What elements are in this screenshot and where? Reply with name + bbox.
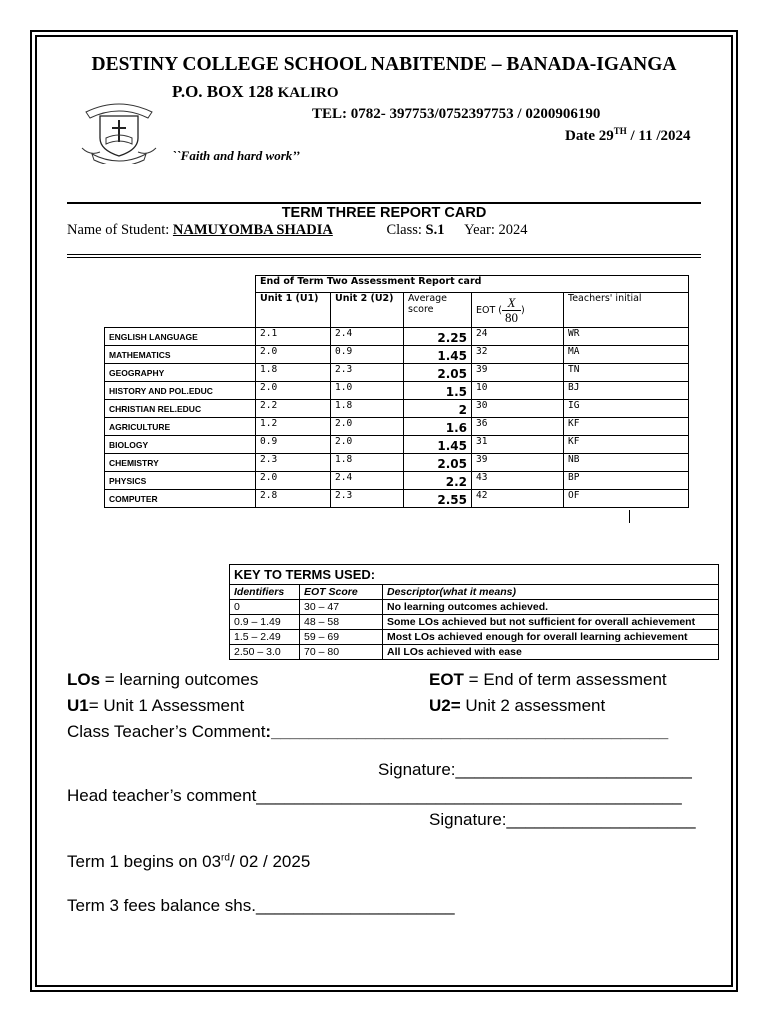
u1-cell: 2.2 xyxy=(256,400,331,418)
eot-score-cell: 30 – 47 xyxy=(300,600,383,615)
table-row xyxy=(105,382,689,400)
u2-cell: 2.0 xyxy=(331,418,404,436)
key-table xyxy=(229,564,719,660)
u1-cell: 2.0 xyxy=(256,382,331,400)
eot-cell: 10 xyxy=(472,382,564,400)
eot-cell: 39 xyxy=(472,454,564,472)
class-teacher-comment: Class Teacher’s Comment:__________________________________________ xyxy=(67,722,669,741)
student-info-line xyxy=(67,222,527,239)
eot-score-cell: 48 – 58 xyxy=(300,615,383,630)
year-label: Year: 2024 xyxy=(464,222,528,238)
u2-cell: 2.3 xyxy=(331,364,404,382)
blank-corner xyxy=(105,293,256,328)
table-row xyxy=(105,490,689,508)
eot-cell: 42 xyxy=(472,490,564,508)
initial-cell: TN xyxy=(564,364,689,382)
eot-cell: 31 xyxy=(472,436,564,454)
key-u2: U2= Unit 2 assessment xyxy=(429,696,606,715)
identifier-cell: 2.50 – 3.0 xyxy=(230,645,300,660)
subject-cell: PHYSICS xyxy=(105,472,256,490)
class-teacher-signature: Signature:_________________________ xyxy=(378,760,692,779)
table-row xyxy=(105,346,689,364)
eot-cell: 32 xyxy=(472,346,564,364)
subject-cell: MATHEMATICS xyxy=(105,346,256,364)
eot-prefix: EOT ( xyxy=(476,304,503,316)
average-cell: 2.05 xyxy=(404,454,472,472)
u1-cell: 0.9 xyxy=(256,436,331,454)
initial-cell: NB xyxy=(564,454,689,472)
initial-cell: KF xyxy=(564,436,689,454)
u1-cell: 1.8 xyxy=(256,364,331,382)
initial-cell: IG xyxy=(564,400,689,418)
descriptor-cell: No learning outcomes achieved. xyxy=(383,600,719,615)
po-box-number: P.O. BOX 128 xyxy=(172,82,274,101)
initial-cell: BP xyxy=(564,472,689,490)
school-name: DESTINY COLLEGE SCHOOL NABITENDE – BANADA-IGANGA xyxy=(91,54,677,75)
fees-balance: Term 3 fees balance shs._____________________ xyxy=(67,896,455,915)
table-row xyxy=(105,418,689,436)
subject-cell: ENGLISH LANGUAGE xyxy=(105,328,256,346)
u1-cell: 1.2 xyxy=(256,418,331,436)
initial-cell: BJ xyxy=(564,382,689,400)
identifier-cell: 0 xyxy=(230,600,300,615)
average-cell: 2.2 xyxy=(404,472,472,490)
average-cell: 1.6 xyxy=(404,418,472,436)
key-los: LOs = learning outcomes xyxy=(67,670,259,689)
eot-cell: 39 xyxy=(472,364,564,382)
subject-cell: GEOGRAPHY xyxy=(105,364,256,382)
subject-cell: HISTORY AND POL.EDUC xyxy=(105,382,256,400)
term-begins: Term 1 begins on 03rd/ 02 / 2025 xyxy=(67,852,311,871)
po-box xyxy=(172,82,338,102)
eot-score-cell: 70 – 80 xyxy=(300,645,383,660)
u2-cell: 2.4 xyxy=(331,328,404,346)
divider-top xyxy=(67,202,701,204)
u1-cell: 2.1 xyxy=(256,328,331,346)
subject-cell: CHEMISTRY xyxy=(105,454,256,472)
eot-cell: 24 xyxy=(472,328,564,346)
report-date xyxy=(565,126,691,145)
stray-mark xyxy=(629,510,630,523)
u1-cell: 2.0 xyxy=(256,472,331,490)
table-row xyxy=(230,600,719,615)
school-crest-logo xyxy=(78,98,160,164)
name-label: Name of Student: xyxy=(67,222,173,238)
head-teacher-signature: Signature:____________________ xyxy=(429,810,696,829)
key-eot: EOT = End of term assessment xyxy=(429,670,667,689)
key-header-identifiers: Identifiers xyxy=(230,585,300,600)
table-row xyxy=(105,364,689,382)
u1-cell: 2.3 xyxy=(256,454,331,472)
identifier-cell: 0.9 – 1.49 xyxy=(230,615,300,630)
subject-cell: COMPUTER xyxy=(105,490,256,508)
key-u1: U1= Unit 1 Assessment xyxy=(67,696,245,715)
eot-cell: 30 xyxy=(472,400,564,418)
date-day: Date 29 xyxy=(565,128,614,144)
eot-score-cell: 59 – 69 xyxy=(300,630,383,645)
class-label: Class: xyxy=(386,222,426,238)
initial-cell: KF xyxy=(564,418,689,436)
po-box-town: KALIRO xyxy=(277,85,339,101)
table-row xyxy=(105,472,689,490)
date-sup: TH xyxy=(613,126,627,136)
eot-cell: 36 xyxy=(472,418,564,436)
blank-corner xyxy=(105,276,256,293)
average-cell: 2.25 xyxy=(404,328,472,346)
table-row xyxy=(230,645,719,660)
school-motto: ``Faith and hard work’’ xyxy=(172,148,300,163)
eot-suffix: ) xyxy=(521,304,525,316)
identifier-cell: 1.5 – 2.49 xyxy=(230,630,300,645)
divider-double-1 xyxy=(67,254,701,255)
telephone: TEL: 0782- 397753/0752397753 / 0200906190 xyxy=(312,106,601,122)
head-teacher-comment: Head teacher’s comment_____________________________________________ xyxy=(67,786,682,805)
table-row xyxy=(105,328,689,346)
report-title: TERM THREE REPORT CARD xyxy=(281,205,487,221)
col-header-u2: Unit 2 (U2) xyxy=(331,293,404,328)
col-header-eot xyxy=(472,293,564,328)
descriptor-cell: All LOs achieved with ease xyxy=(383,645,719,660)
average-cell: 1.45 xyxy=(404,436,472,454)
date-rest: / 11 /2024 xyxy=(626,128,691,144)
initial-cell: OF xyxy=(564,490,689,508)
eot-cell: 43 xyxy=(472,472,564,490)
col-header-average: Average score xyxy=(404,293,472,328)
average-cell: 2 xyxy=(404,400,472,418)
subject-cell: BIOLOGY xyxy=(105,436,256,454)
initial-cell: WR xyxy=(564,328,689,346)
subject-cell: AGRICULTURE xyxy=(105,418,256,436)
marks-table xyxy=(104,275,689,508)
average-cell: 2.55 xyxy=(404,490,472,508)
marks-table-caption: End of Term Two Assessment Report card xyxy=(256,276,689,293)
table-row xyxy=(105,436,689,454)
subject-cell: CHRISTIAN REL.EDUC xyxy=(105,400,256,418)
average-cell: 2.05 xyxy=(404,364,472,382)
table-row xyxy=(230,630,719,645)
initial-cell: MA xyxy=(564,346,689,364)
u2-cell: 2.3 xyxy=(331,490,404,508)
divider-double-2 xyxy=(67,257,701,258)
u2-cell: 2.4 xyxy=(331,472,404,490)
key-header-descriptor: Descriptor(what it means) xyxy=(383,585,719,600)
eot-denominator: 80 xyxy=(505,309,519,325)
average-cell: 1.5 xyxy=(404,382,472,400)
u1-cell: 2.0 xyxy=(256,346,331,364)
u2-cell: 2.0 xyxy=(331,436,404,454)
table-row xyxy=(105,454,689,472)
descriptor-cell: Most LOs achieved enough for overall learning achievement xyxy=(383,630,719,645)
u2-cell: 1.8 xyxy=(331,400,404,418)
table-row xyxy=(105,400,689,418)
col-header-initial: Teachers' initial xyxy=(564,293,689,328)
col-header-u1: Unit 1 (U1) xyxy=(256,293,331,328)
student-name: NAMUYOMBA SHADIA xyxy=(172,222,333,238)
u1-cell: 2.8 xyxy=(256,490,331,508)
average-cell: 1.45 xyxy=(404,346,472,364)
eot-fraction xyxy=(502,296,521,325)
key-header-eot-score: EOT Score xyxy=(300,585,383,600)
u2-cell: 1.0 xyxy=(331,382,404,400)
table-row xyxy=(230,615,719,630)
u2-cell: 1.8 xyxy=(331,454,404,472)
u2-cell: 0.9 xyxy=(331,346,404,364)
descriptor-cell: Some LOs achieved but not sufficient for overall achievement xyxy=(383,615,719,630)
eot-numerator: X xyxy=(502,296,521,311)
key-table-title: KEY TO TERMS USED: xyxy=(230,565,719,585)
class-value: S.1 xyxy=(425,222,445,238)
